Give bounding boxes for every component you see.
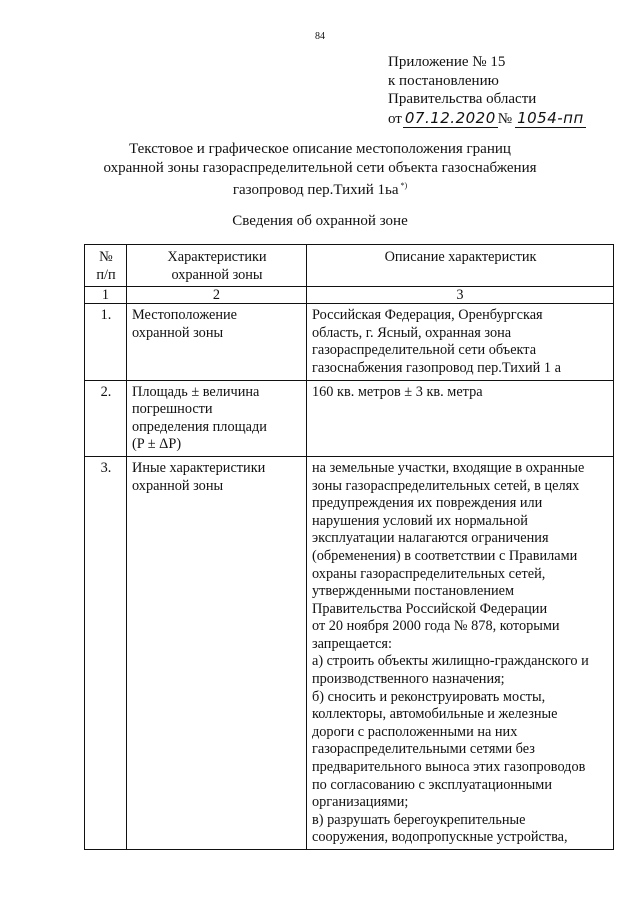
row-description: Российская Федерация, Оренбургская область, г. Ясный, охранная зона газораспределительной сети объекта газоснабжения газопровод пер.Тихий 1 а [307,304,614,380]
handwritten-number: 1054-пп [517,108,584,127]
row-number: 1. [85,304,127,380]
row-number: 2. [85,380,127,456]
annex-date-line [388,109,586,129]
table-row [85,456,614,849]
annex-title: Приложение № 15 [388,54,506,70]
annex-number-sign: № [497,110,513,127]
footnote-mark: *) [400,181,408,190]
row-description: на земельные участки, входящие в охранные зоны газораспределительных сетей, в целях предупреждения их повреждения или нарушения условий их нормальной эксплуатации налагаются ограничения (обременения) в соответствии с Правилами охраны газораспределительных сетей, утвержденными постановлением Правительства Российской Федерации от 20 ноября 2000 года № 878, которыми запрещается: а) строить объекты жилищно-гражданского и производственного назначения; б) сносить и реконструировать мосты, коллекторы, автомобильные и железные дороги с расположенными на них газораспределительными сетями без предварительного выноса этих газопроводов по согласованию с эксплуатационными организациями; в) разрушать берегоукрепительные сооружения, водопропускные устройства, [307,456,614,849]
column-index: 3 [307,287,614,304]
header-num: № п/п [85,245,127,287]
row-number: 3. [85,456,127,849]
section-subtitle: Сведения об охранной зоне [232,213,408,229]
column-index: 1 [85,287,127,304]
table-row [85,304,614,380]
table-header-row [85,245,614,287]
row-description: 160 кв. метров ± 3 кв. метра [307,380,614,456]
handwritten-date: 07.12.2020 [404,108,496,127]
title-line-2: охранной зоны газораспределительной сети объекта газоснабжения [103,159,537,176]
row-name: Местоположение охранной зоны [127,304,307,380]
title-line-1: Текстовое и графическое описание местоположения границ [129,141,511,157]
document-title [0,140,640,200]
annex-government: Правительства области [388,91,537,107]
header-description: Описание характеристик [307,245,614,287]
table-row [85,380,614,456]
row-name: Площадь ± величина погрешности определения площади (P ± ΔP) [127,380,307,456]
row-name: Иные характеристики охранной зоны [127,456,307,849]
annex-block [388,53,586,128]
annex-date-prefix: от [388,110,402,127]
zone-info-table [84,244,614,850]
title-line-3-text: газопровод пер.Тихий 1ьа [232,182,399,198]
column-index: 2 [127,287,307,304]
title-line-3 [0,177,640,200]
header-characteristics: Характеристики охранной зоны [127,245,307,287]
column-index-row [85,287,614,304]
page-number: 84 [315,31,325,42]
annex-decree: к постановлению [388,72,499,89]
